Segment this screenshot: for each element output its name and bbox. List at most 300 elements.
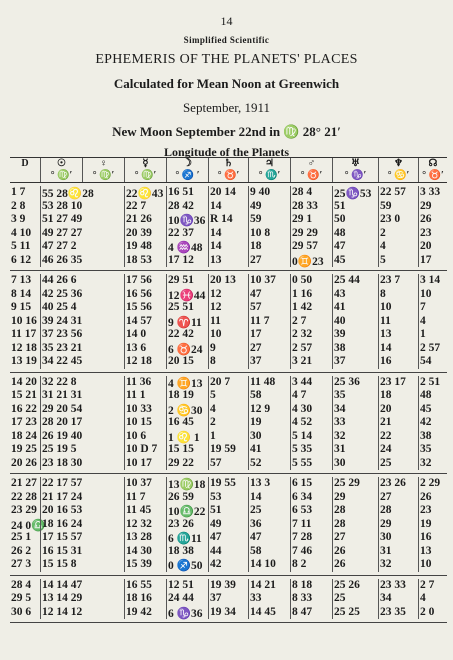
uranus-glyph-header: ♅: [332, 158, 378, 170]
table-cell: 31 21 31: [40, 389, 124, 403]
table-cell: 31: [378, 545, 418, 559]
table-cell: 28 42: [166, 200, 208, 214]
table-cell: 28 33: [290, 200, 332, 214]
table-cell: 19: [248, 416, 290, 430]
table-cell: 2 51: [418, 376, 447, 390]
calculation-note: Calculated for Mean Noon at Greenwich: [113, 76, 340, 91]
table-cell: 23: [418, 504, 447, 518]
table-cell: 14 14 47: [40, 579, 124, 593]
table-cell: 9 ♈11: [166, 315, 208, 329]
table-cell: 27: [332, 531, 378, 545]
table-row: [10, 403, 447, 417]
table-cell: 16 56: [124, 288, 166, 302]
table-cell: 25 1: [11, 531, 32, 543]
table-row: [10, 200, 447, 214]
table-cell: 10 D 7: [124, 443, 166, 457]
table-cell: 35: [332, 389, 378, 403]
table-cell: 49: [208, 518, 248, 532]
table-cell: 29: [418, 200, 447, 214]
table-cell: 6 ♉24: [166, 342, 208, 356]
table-cell: 41: [332, 301, 378, 315]
table-cell: 15 15 8: [40, 558, 124, 572]
table-cell: 37 23 56: [40, 328, 124, 342]
table-cell: 59: [248, 213, 290, 227]
series-title: Simplified Scientific: [183, 35, 270, 45]
table-cell: 16: [378, 355, 418, 369]
table-cell: 10: [418, 288, 447, 302]
table-row: [10, 531, 447, 545]
table-row: [10, 558, 447, 572]
table-cell: 16 15 31: [40, 545, 124, 559]
table-cell: 12 9: [248, 403, 290, 417]
table-cell: 8 18: [290, 579, 332, 593]
table-cell: 30: [332, 457, 378, 471]
table-cell: 14 45: [248, 606, 290, 620]
table-cell: 19: [418, 518, 447, 532]
table-cell: 18: [248, 240, 290, 254]
table-cell: 28 20 17: [40, 416, 124, 430]
table-cell: 34 22 45: [40, 355, 124, 369]
table-cell: 23: [418, 227, 447, 241]
table-row: [10, 606, 447, 620]
table-cell: 28: [378, 504, 418, 518]
table-cell: 0 50: [290, 274, 332, 288]
table-cell: 50: [332, 213, 378, 227]
table-cell: 20 7: [208, 376, 248, 390]
table-cell: 9 15: [11, 301, 32, 313]
table-cell: 32: [332, 430, 378, 444]
table-cell: 15 56: [124, 301, 166, 315]
table-row: [10, 389, 447, 403]
table-cell: 3 44: [290, 376, 332, 390]
table-cell: 42: [208, 558, 248, 572]
table-row: [10, 477, 447, 491]
table-cell: 6 15: [290, 477, 332, 491]
table-cell: 18 38: [166, 545, 208, 559]
table-cell: 40: [332, 315, 378, 329]
mercury-glyph-header: ☿: [124, 158, 166, 170]
table-cell: 7 11: [290, 518, 332, 532]
moon-units-header: ° ♐ ′: [166, 170, 208, 182]
table-cell: 29 1: [290, 213, 332, 227]
table-cell: 15 15: [166, 443, 208, 457]
table-cell: 25: [248, 504, 290, 518]
table-cell: 8 2: [290, 558, 332, 572]
table-cell: 51: [208, 504, 248, 518]
table-cell: 6 ♏11: [166, 531, 208, 545]
table-cell: 3 9: [11, 213, 26, 225]
page-number: 14: [220, 14, 233, 28]
table-cell: 11 36: [124, 376, 166, 390]
table-cell: 11: [208, 315, 248, 329]
table-cell: 16 45: [166, 416, 208, 430]
table-cell: 16 51: [166, 186, 208, 200]
table-cell: 15 21: [11, 389, 37, 401]
table-cell: 10: [208, 328, 248, 342]
table-cell: 17 12: [166, 254, 208, 268]
table-cell: 14: [378, 342, 418, 356]
table-cell: 2 57: [290, 342, 332, 356]
table-cell: 7 13: [11, 274, 32, 286]
table-cell: 12 14 12: [40, 606, 124, 620]
table-cell: 45: [332, 254, 378, 268]
table-cell: 20 26: [11, 456, 37, 469]
mars-glyph-header: ♂: [290, 158, 332, 170]
table-cell: 25 26: [332, 579, 378, 593]
table-cell: 11 17: [11, 328, 37, 340]
table-cell: 5 11: [11, 240, 31, 252]
neptune-glyph-header: ♆: [378, 158, 418, 170]
table-cell: 2 0: [418, 606, 447, 620]
table-cell: 11 48: [248, 376, 290, 390]
table-cell: 34: [378, 592, 418, 606]
table-cell: 26: [332, 545, 378, 559]
table-cell: 21 17 24: [40, 491, 124, 505]
table-cell: 12 18: [11, 341, 37, 354]
table-cell: 19 25: [11, 443, 37, 455]
table-cell: 6 12: [11, 253, 32, 266]
table-cell: 13: [418, 545, 447, 559]
table-cell: R 14: [208, 213, 248, 227]
week-group: [10, 183, 447, 271]
table-cell: 23 33: [378, 579, 418, 593]
table-cell: 22 17 57: [40, 477, 124, 491]
table-cell: 21 27: [11, 477, 37, 489]
table-row: [10, 213, 447, 227]
table-cell: 23 17: [378, 376, 418, 390]
table-cell: 22 42: [166, 328, 208, 342]
table-cell: 29: [378, 518, 418, 532]
table-cell: 17 15 57: [40, 531, 124, 545]
new-moon-note: New Moon September 22nd in ♍ 28° 21′: [112, 124, 341, 139]
table-cell: 1: [208, 430, 248, 444]
table-row: [10, 376, 447, 390]
table-cell: 11 1: [124, 389, 166, 403]
table-cell: 22 28: [11, 490, 37, 503]
table-cell: 10: [418, 558, 447, 572]
table-cell: 29 20 54: [40, 403, 124, 417]
table-cell: 1: [418, 328, 447, 342]
table-cell: 4: [418, 315, 447, 329]
table-cell: 2 57: [418, 342, 447, 356]
table-cell: 2 7: [290, 315, 332, 329]
table-cell: 20: [378, 403, 418, 417]
table-cell: 44: [208, 545, 248, 559]
table-cell: 3 21: [290, 355, 332, 369]
table-cell: 17 56: [124, 274, 166, 288]
table-cell: 49: [248, 200, 290, 214]
mercury-units-header: ° ♍′: [124, 170, 166, 182]
table-cell: 24: [378, 443, 418, 457]
table-cell: 26: [418, 213, 447, 227]
table-cell: 41: [248, 443, 290, 457]
table-cell: 59: [378, 200, 418, 214]
table-cell: 10♎22: [166, 504, 208, 518]
sun-glyph-header: ☉: [40, 158, 82, 170]
table-cell: 22 7: [124, 200, 166, 214]
table-cell: 25 44: [332, 274, 378, 288]
table-cell: 7: [418, 301, 447, 315]
table-cell: 37: [248, 355, 290, 369]
table-cell: 3 33: [418, 186, 447, 200]
table-row: [10, 430, 447, 444]
table-cell: 0♊23: [290, 254, 332, 268]
table-cell: 40 25 4: [40, 301, 124, 315]
table-cell: 10♑36: [166, 213, 208, 227]
table-cell: 18 53: [124, 254, 166, 268]
table-cell: 20 13: [208, 274, 248, 288]
table-cell: 10: [378, 301, 418, 315]
table-cell: 9 40: [248, 186, 290, 200]
table-cell: 12: [208, 288, 248, 302]
table-cell: 23 26: [378, 477, 418, 491]
table-cell: 1 7: [11, 186, 26, 198]
table-cell: 48: [332, 227, 378, 241]
table-cell: 19 34: [208, 606, 248, 620]
section-heading: Longitude of the Planets: [163, 145, 289, 159]
planet-glyph-header-row: [10, 158, 447, 170]
table-cell: 47: [248, 531, 290, 545]
table-cell: 14 21: [248, 579, 290, 593]
table-cell: 11 45: [124, 504, 166, 518]
table-cell: 47: [248, 288, 290, 302]
table-cell: 37: [208, 592, 248, 606]
table-cell: 51 27 49: [40, 213, 124, 227]
table-cell: 42 25 36: [40, 288, 124, 302]
table-cell: 5 55: [290, 457, 332, 471]
table-cell: 12 18: [124, 355, 166, 369]
table-cell: 5 14: [290, 430, 332, 444]
table-cell: 6 34: [290, 491, 332, 505]
table-cell: 37: [332, 355, 378, 369]
table-cell: 21 26: [124, 213, 166, 227]
table-cell: 33: [332, 416, 378, 430]
neptune-units-header: ° ♋′: [378, 170, 418, 182]
table-cell: 24 44: [166, 592, 208, 606]
table-cell: 10 17: [124, 457, 166, 471]
table-cell: 23 18 30: [40, 457, 124, 471]
table-cell: 20 15: [166, 355, 208, 369]
table-cell: 3 14: [418, 274, 447, 288]
table-cell: 18: [378, 389, 418, 403]
table-cell: 33: [248, 592, 290, 606]
table-cell: 4 10: [11, 226, 32, 239]
table-cell: 32 22 8: [40, 376, 124, 390]
week-group: [10, 474, 447, 576]
table-cell: 2 8: [11, 199, 26, 212]
saturn-units-header: ° ♉′: [208, 170, 248, 182]
table-cell: 17 23: [11, 416, 37, 428]
table-cell: 23 29: [11, 504, 37, 516]
table-row: [10, 301, 447, 315]
table-cell: 10 15: [124, 416, 166, 430]
uranus-units-header: ° ♑′: [332, 170, 378, 182]
table-cell: 16: [418, 531, 447, 545]
table-cell: 46 26 35: [40, 254, 124, 268]
table-cell: 28: [332, 504, 378, 518]
table-cell: 20 14: [208, 186, 248, 200]
table-cell: 13: [378, 328, 418, 342]
table-row: [10, 227, 447, 241]
table-cell: 17: [418, 254, 447, 268]
table-row: [10, 443, 447, 457]
table-cell: 16 22: [11, 402, 37, 415]
node-glyph-header: ☊: [418, 158, 447, 170]
table-cell: 2 7: [418, 579, 447, 593]
table-cell: 4 ♒48: [166, 240, 208, 254]
table-cell: 10 16: [11, 314, 37, 327]
table-cell: 32: [418, 457, 447, 471]
table-cell: 26 2: [11, 544, 32, 557]
table-cell: 52: [248, 457, 290, 471]
table-row: [10, 288, 447, 302]
table-cell: 32: [378, 558, 418, 572]
table-cell: 49 27 27: [40, 227, 124, 241]
table-row: [10, 416, 447, 430]
table-cell: 10 37: [124, 477, 166, 491]
table-cell: 42: [418, 416, 447, 430]
table-cell: 38: [418, 430, 447, 444]
table-cell: 31: [332, 443, 378, 457]
table-cell: 19 55: [208, 477, 248, 491]
table-cell: 7 46: [290, 545, 332, 559]
table-cell: 7 28: [290, 531, 332, 545]
table-cell: 39: [332, 328, 378, 342]
table-cell: 10 8: [248, 227, 290, 241]
table-cell: 14 57: [124, 315, 166, 329]
table-row: [10, 315, 447, 329]
saturn-glyph-header: ♄: [208, 158, 248, 170]
table-cell: 44 26 6: [40, 274, 124, 288]
table-cell: 19 48: [124, 240, 166, 254]
table-cell: 47 27 2: [40, 240, 124, 254]
table-cell: 27 3: [11, 558, 32, 570]
table-cell: 23 0: [378, 213, 418, 227]
table-cell: 1 16: [290, 288, 332, 302]
table-cell: 28 4: [11, 578, 32, 591]
table-cell: 18 16: [124, 592, 166, 606]
table-cell: 10 33: [124, 403, 166, 417]
table-cell: 23 35: [378, 606, 418, 620]
table-cell: 39 24 31: [40, 315, 124, 329]
table-cell: 18 24: [11, 429, 37, 442]
table-cell: 53: [208, 491, 248, 505]
table-cell: 36: [248, 518, 290, 532]
table-cell: 14 10: [248, 558, 290, 572]
table-cell: 21: [378, 416, 418, 430]
venus-units-header: ° ♍′: [82, 170, 124, 182]
table-cell: 19 39: [208, 579, 248, 593]
table-cell: 35: [418, 443, 447, 457]
table-cell: 13 3: [248, 477, 290, 491]
mars-units-header: ° ♉′: [290, 170, 332, 182]
table-cell: 25 29: [332, 477, 378, 491]
table-cell: 14 30: [124, 545, 166, 559]
table-cell: 13 28: [124, 531, 166, 545]
table-cell: 8 47: [290, 606, 332, 620]
table-cell: 14: [208, 227, 248, 241]
table-cell: 11: [378, 315, 418, 329]
table-cell: 14 20: [11, 375, 37, 388]
table-cell: 29 5: [11, 592, 32, 604]
table-cell: 18 19: [166, 389, 208, 403]
table-cell: 27: [248, 342, 290, 356]
table-cell: 38: [332, 342, 378, 356]
ephemeris-body: [10, 183, 447, 623]
table-cell: 47: [332, 240, 378, 254]
week-group: [10, 373, 447, 475]
table-cell: 25 36: [332, 376, 378, 390]
table-cell: 55 28♌28: [40, 186, 124, 200]
table-cell: 58: [248, 389, 290, 403]
table-cell: 28: [332, 518, 378, 532]
table-cell: 30: [378, 531, 418, 545]
jupiter-glyph-header: ♃: [248, 158, 290, 170]
table-cell: 8 14: [11, 287, 32, 300]
table-cell: 29: [332, 491, 378, 505]
table-cell: 48: [418, 389, 447, 403]
table-cell: 8: [208, 355, 248, 369]
table-cell: 27: [248, 254, 290, 268]
table-cell: 22 37: [166, 227, 208, 241]
table-cell: 22: [378, 430, 418, 444]
d-glyph-header: D: [21, 158, 29, 169]
table-cell: 25♑53: [332, 186, 378, 200]
table-cell: 5: [208, 389, 248, 403]
table-cell: 11 7: [124, 491, 166, 505]
table-row: [10, 592, 447, 606]
table-cell: 0 ♐50: [166, 558, 208, 572]
table-cell: 25 19 5: [40, 443, 124, 457]
table-cell: 17: [248, 328, 290, 342]
jupiter-units-header: ° ♏′: [248, 170, 290, 182]
table-cell: 27: [378, 491, 418, 505]
table-cell: 10 37: [248, 274, 290, 288]
table-cell: 12 51: [166, 579, 208, 593]
table-cell: 6 ♑36: [166, 606, 208, 620]
venus-glyph-header: ♀: [82, 158, 124, 170]
table-cell: 9: [208, 342, 248, 356]
table-row: [10, 254, 447, 268]
table-cell: 53 28 10: [40, 200, 124, 214]
ephemeris-table: [10, 157, 447, 623]
table-cell: 12: [208, 301, 248, 315]
week-group: [10, 576, 447, 624]
table-cell: 1 42: [290, 301, 332, 315]
table-cell: 24 0♎: [11, 519, 46, 532]
table-cell: 4: [418, 592, 447, 606]
d-units-header: [10, 170, 40, 182]
table-cell: 26: [332, 558, 378, 572]
table-cell: 2: [378, 227, 418, 241]
table-cell: 20 39: [124, 227, 166, 241]
table-cell: 15 39: [124, 558, 166, 572]
table-cell: 8: [378, 288, 418, 302]
table-cell: 2 32: [290, 328, 332, 342]
table-cell: 57: [208, 457, 248, 471]
table-cell: 4 52: [290, 416, 332, 430]
table-cell: 2: [208, 416, 248, 430]
table-cell: 57: [248, 301, 290, 315]
table-cell: 23 26: [166, 518, 208, 532]
table-cell: 26 59: [166, 491, 208, 505]
table-cell: 16 55: [124, 579, 166, 593]
table-cell: 28 4: [290, 186, 332, 200]
table-cell: 25: [378, 457, 418, 471]
table-row: [10, 518, 447, 532]
table-cell: 13♍18: [166, 477, 208, 491]
table-cell: 20: [418, 240, 447, 254]
